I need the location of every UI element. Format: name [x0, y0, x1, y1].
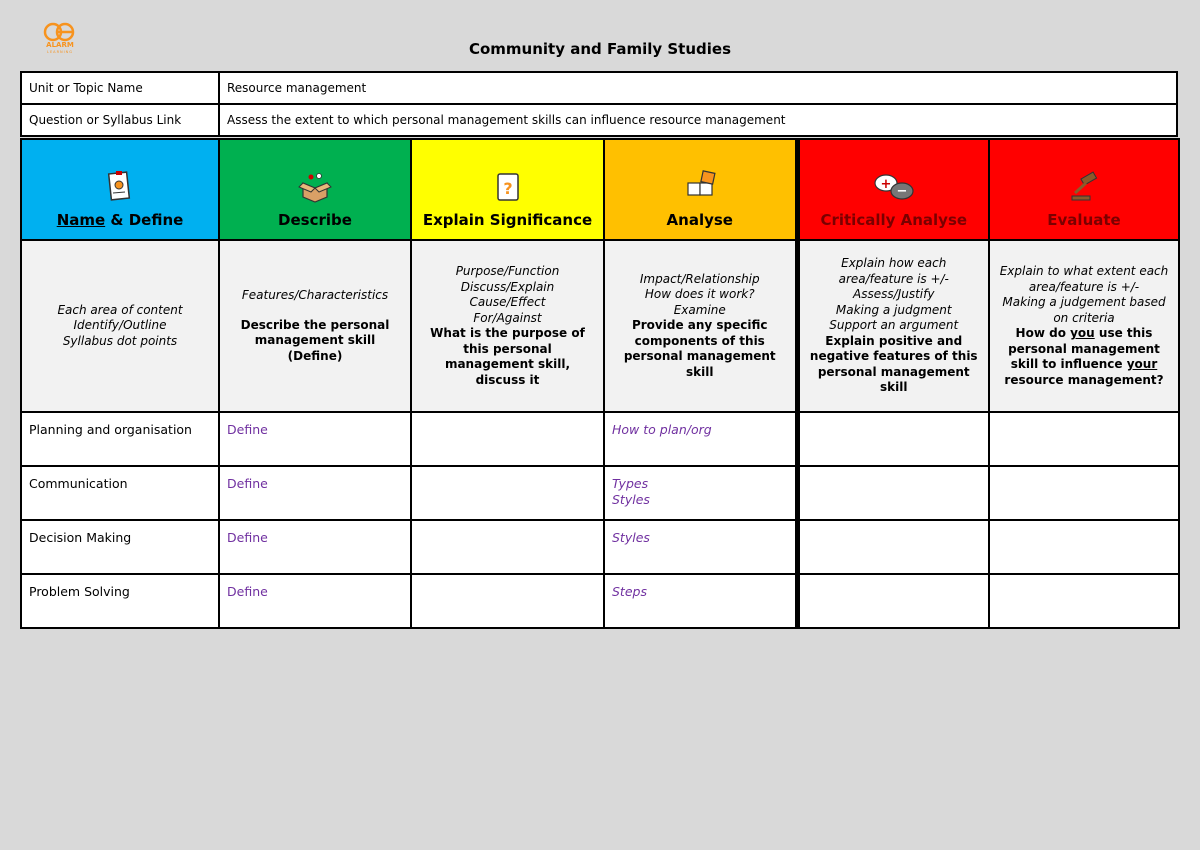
row-explain-cell: [411, 574, 604, 628]
row-explain-cell: [411, 520, 604, 574]
table-row: [21, 466, 1179, 520]
row-analyse-cell: Styles: [604, 520, 797, 574]
table-row: [21, 574, 1179, 628]
col-label-evaluate: Evaluate: [1047, 210, 1121, 229]
row-skill-name: Decision Making: [21, 520, 219, 574]
question-row: [21, 104, 1177, 136]
certificate-icon: [102, 169, 138, 205]
row-define: Define: [219, 574, 411, 628]
row-skill-name: Problem Solving: [21, 574, 219, 628]
table-row: [21, 520, 1179, 574]
row-evaluate-cell: [989, 574, 1179, 628]
gavel-icon: [1066, 169, 1102, 205]
row-explain-cell: [411, 412, 604, 466]
row-skill-name: Communication: [21, 466, 219, 520]
row-critical-cell: [797, 466, 989, 520]
svg-text:−: −: [896, 183, 908, 199]
desc-analyse: Impact/Relationship How does it work? Examine Provide any specific components of this personal management skill: [604, 240, 797, 412]
row-critical-cell: [797, 520, 989, 574]
col-label-explain: Explain Significance: [422, 210, 593, 229]
col-header-name-define: [21, 139, 219, 240]
unit-row: [21, 72, 1177, 104]
col-header-explain: [411, 139, 604, 240]
row-define: Define: [219, 412, 411, 466]
row-evaluate-cell: [989, 466, 1179, 520]
header-row: [21, 139, 1179, 240]
col-label-analyse: Analyse: [666, 210, 733, 229]
logo-text: ALARM: [46, 41, 74, 49]
col-label-define: & Define: [105, 210, 184, 229]
row-analyse-cell: Steps: [604, 574, 797, 628]
logo-subtext: LEARNING: [47, 50, 73, 54]
description-row: [21, 240, 1179, 412]
desc-describe: Features/Characteristics Describe the personal management skill (Define): [219, 240, 411, 412]
desc-critical: Explain how each area/feature is +/- Assess/Justify Making a judgment Support an argument Explain positive and negative features of this personal management skill: [797, 240, 989, 412]
row-skill-name: Planning and organisation: [21, 412, 219, 466]
page-title: Community and Family Studies: [468, 40, 732, 58]
puzzle-icon: [682, 169, 718, 205]
col-label-critical: Critically Analyse: [820, 210, 968, 229]
row-evaluate-cell: [989, 412, 1179, 466]
desc-explain: Purpose/Function Discuss/Explain Cause/Effect For/Against What is the purpose of this personal management skill, discuss it: [411, 240, 604, 412]
question-label: Question or Syllabus Link: [21, 104, 219, 136]
row-critical-cell: [797, 574, 989, 628]
question-card-icon: [490, 169, 526, 205]
desc-evaluate: Explain to what extent each area/feature is +/- Making a judgement based on criteria How do you use this personal management skill to influence your resource management?: [989, 240, 1179, 412]
desc-name-define: Each area of content Identify/Outline Syllabus dot points: [21, 240, 219, 412]
row-evaluate-cell: [989, 520, 1179, 574]
col-header-describe: [219, 139, 411, 240]
col-header-evaluate: [989, 139, 1179, 240]
skills-matrix: [20, 138, 1180, 629]
col-header-critical: [797, 139, 989, 240]
svg-text:+: +: [880, 176, 892, 192]
info-table: [20, 71, 1178, 137]
row-define: Define: [219, 520, 411, 574]
plus-minus-clouds-icon: [870, 169, 918, 205]
row-critical-cell: [797, 412, 989, 466]
row-define: Define: [219, 466, 411, 520]
col-label-describe: Describe: [278, 210, 352, 229]
unit-value: Resource management: [219, 72, 1177, 104]
table-row: [21, 412, 1179, 466]
col-label-name: Name: [56, 210, 106, 229]
open-box-icon: [297, 169, 333, 205]
svg-text:?: ?: [502, 178, 513, 198]
row-analyse-cell: Types Styles: [604, 466, 797, 520]
col-header-analyse: [604, 139, 797, 240]
unit-label: Unit or Topic Name: [21, 72, 219, 104]
question-value: Assess the extent to which personal management skills can influence resource management: [219, 104, 1177, 136]
row-analyse-cell: How to plan/org: [604, 412, 797, 466]
row-explain-cell: [411, 466, 604, 520]
